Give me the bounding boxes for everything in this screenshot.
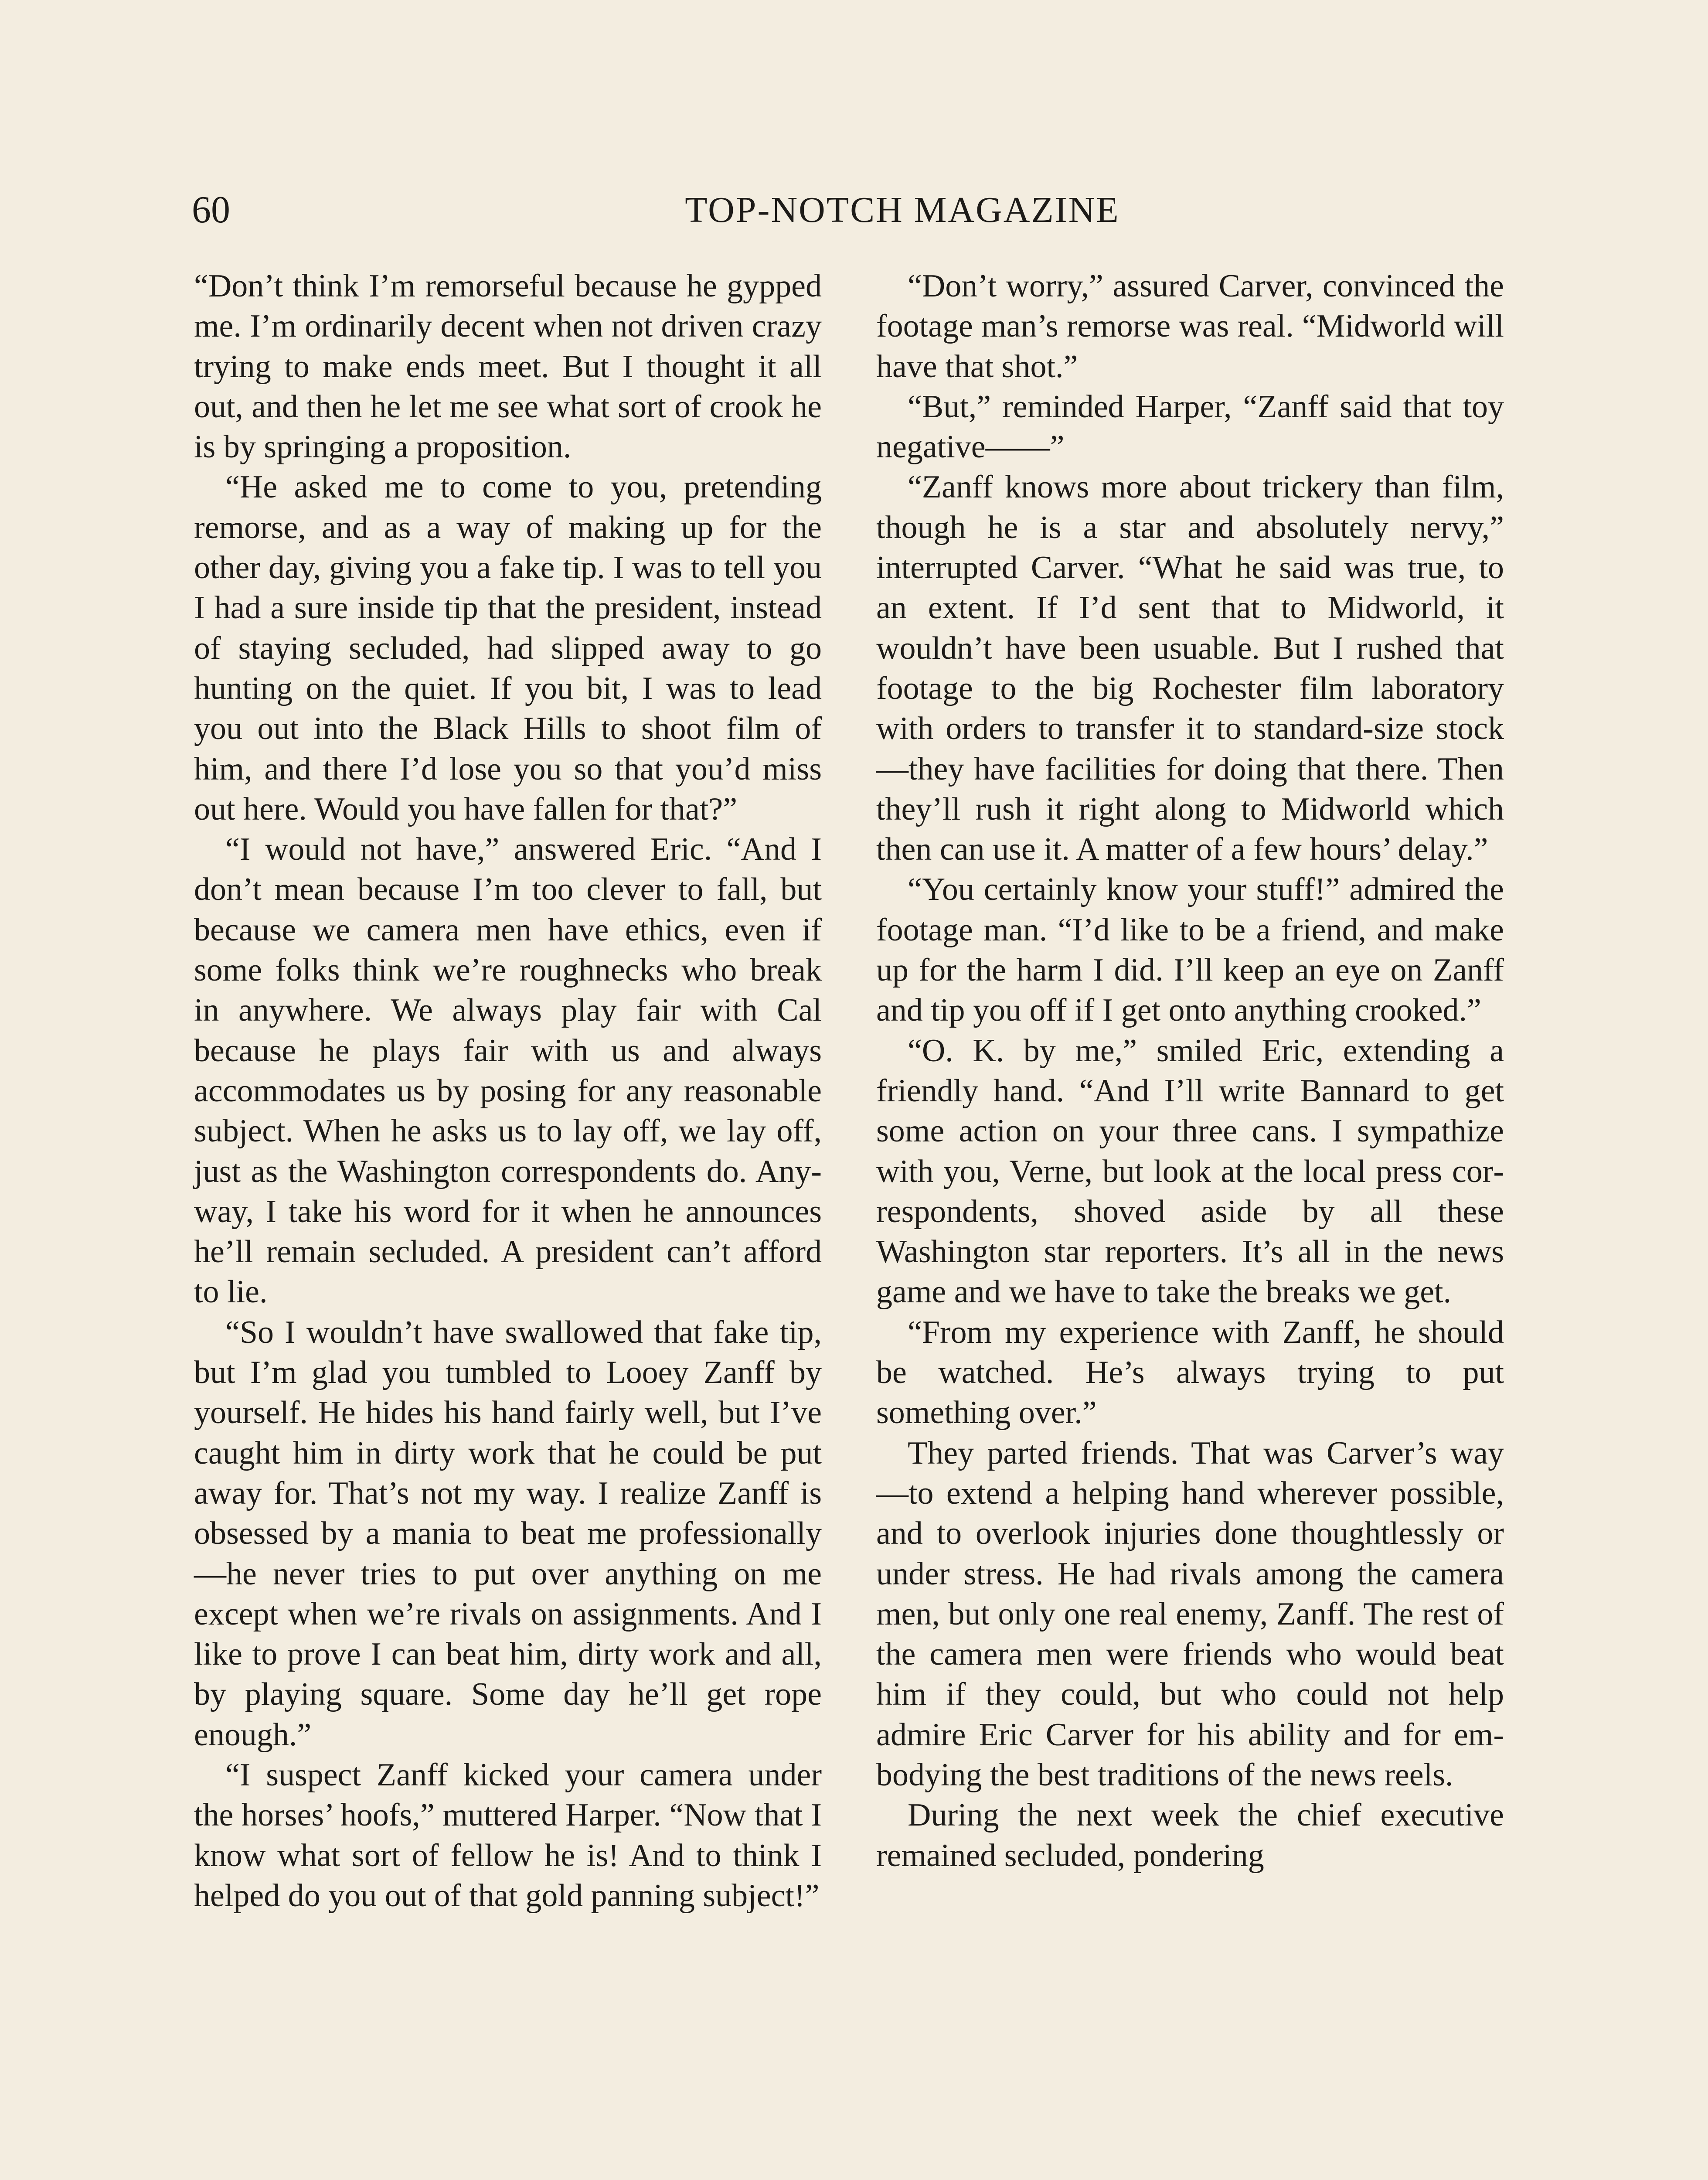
running-head: TOP-NOTCH MAGAZINE [685,190,1120,230]
left-column [194,266,822,1916]
right-column [876,266,1504,1876]
paragraph: “I would not have,” answered Eric. “And I don’t mean because I’m too clever to fall, but because we camera men have ethics, even if some folks think we’re roughnecks who break in anywhere. We always play fair with Cal because he plays fair with us and always accommodates us by posing for any reasonable subject. When he asks us to lay off, we lay off, just as the Washington correspondents do. Anyway, I take his word for it when he announces he’ll remain secluded. A president can’t afford to lie. [194,831,822,1310]
paragraph: They parted friends. That was Carver’s way—to extend a helping hand wherever possible, and to overlook injuries done thoughtlessly or under stress. He had rivals among the camera men, but only one real enemy, Zanff. The rest of the camera men were friends who would beat him if they could, but who could not help admire Eric Carver for his ability and for embodying the best traditions of the news reels. [876,1435,1504,1793]
page-number: 60 [192,189,230,231]
paragraph: “He asked me to come to you, pretending remorse, and as a way of making up for the other day, giving you a fake tip. I was to tell you I had a sure inside tip that the president, instead of staying secluded, had slipped away to go hunting on the quiet. If you bit, I was to lead you out into the Black Hills to shoot film of him, and there I’d lose you so that you’d miss out here. Would you have fallen for that?” [194,469,822,827]
paragraph: “Zanff knows more about trickery than film, though he is a star and absolutely nervy,” interrupted Carver. “What he said was true, to an extent. If I’d sent that to Midworld, it wouldn’t have been usuable. But I rushed that footage to the big Rochester film laboratory with orders to transfer it to standard-size stock—they have facilities for doing that there. Then they’ll rush it right along to Midworld which then can use it. A matter of a few hours’ delay.” [876,469,1504,868]
paragraph: “But,” reminded Harper, “Zanff said that toy negative——” [876,388,1504,465]
paragraph: “So I wouldn’t have swallowed that fake tip, but I’m glad you tumbled to Looey Zanff by yourself. He hides his hand fairly well, but I’ve caught him in dirty work that he could be put away for. That’s not my way. I realize Zanff is obsessed by a mania to beat me professionally—he never tries to put over anything on me except when we’re rivals on assignments. And I like to prove I can beat him, dirty work and all, by playing square. Some day he’ll get rope enough.” [194,1314,822,1753]
paragraph: During the next week the chief executive remained secluded, pondering [876,1797,1504,1873]
paragraph: “Don’t think I’m remorseful because he gypped me. I’m ordinarily decent when not driven crazy trying to make ends meet. But I thought it all out, and then he let me see what sort of crook he is by springing a proposition. [194,268,822,465]
paragraph: “Don’t worry,” assured Carver, convinced the footage man’s remorse was real. “Midworld will have that shot.” [876,268,1504,385]
paragraph: “From my experience with Zanff, he should be watched. He’s always trying to put something over.” [876,1314,1504,1431]
paragraph: “O. K. by me,” smiled Eric, extending a friendly hand. “And I’ll write Bannard to get some action on your three cans. I sympathize with you, Verne, but look at the local press correspondents, shoved aside by all these Washington star reporters. It’s all in the news game and we have to take the breaks we get. [876,1032,1504,1310]
paragraph: “You certainly know your stuff!” admired the footage man. “I’d like to be a friend, and make up for the harm I did. I’ll keep an eye on Zanff and tip you off if I get onto anything crooked.” [876,872,1504,1029]
paragraph: “I suspect Zanff kicked your camera under the horses’ hoofs,” muttered Harper. “Now that I know what sort of fellow he is! And to think I helped do you out of that gold panning subject!” [194,1757,822,1914]
